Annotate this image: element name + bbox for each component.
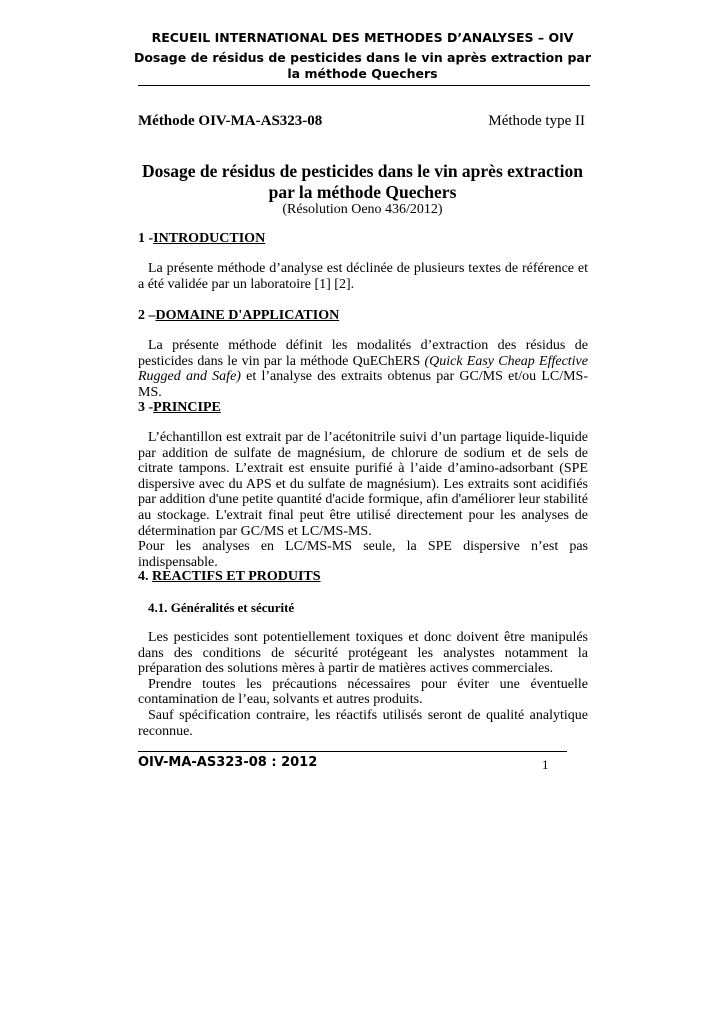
header-divider [138,85,590,86]
footer-document-code: OIV-MA-AS323-08 : 2012 [138,755,318,770]
paragraph-text [138,338,588,400]
principle-paragraph [138,430,588,570]
section-title: DOMAINE D'APPLICATION [155,308,340,323]
section-title: REACTIFS ET PRODUITS [152,569,321,584]
paragraph-text: Pour les analyses en LC/MS-MS seule, la SPE dispersive n’est pas indispensable. [138,539,588,570]
paragraph-text-part: et l’analyse des extraits obtenus par GC/MS et/ou LC/MS-MS. [138,369,588,400]
document-title-line2: par la méthode Quechers [268,182,457,202]
section-heading-principle [138,400,221,416]
section-number: 3 - [138,400,154,415]
running-header-subtitle-line1: Dosage de résidus de pesticides dans le vin après extraction par [133,50,592,65]
method-id: Méthode OIV-MA-AS323-08 [138,113,323,129]
introduction-paragraph [138,261,588,292]
method-type: Méthode type II [488,113,585,129]
paragraph-text: Les pesticides sont potentiellement toxiques et donc doivent être manipulés dans des conditions de sécurité protégeant les analystes notamment la préparation des solutions mères à partir de matières actives commerciales. [138,630,588,677]
section-number: 4. [138,569,152,584]
paragraph-text-part: La présente méthode définit les modalités d’extraction des résidus de pesticides dans le vin par la méthode QuEChERS [138,338,588,369]
section-number: 2 – [138,308,156,323]
reagents-paragraphs [138,630,588,739]
paragraph-text: La présente méthode d’analyse est déclinée de plusieurs textes de référence et a été validée par un laboratoire [1] [2]. [138,261,588,292]
section-number: 1 - [138,231,154,246]
section-title: INTRODUCTION [153,231,266,246]
document-title [120,161,605,203]
section-heading-reagents [138,569,321,585]
section-heading-scope [138,308,339,324]
footer-divider [138,751,567,752]
subsection-heading-general-safety: 4.1. Généralités et sécurité [148,600,295,615]
section-heading-introduction [138,231,265,247]
quechers-expansion: (Quick Easy Cheap Effective Rugged and Safe) [138,353,588,385]
running-header-title: RECUEIL INTERNATIONAL DES METHODES D’ANALYSES – OIV [151,30,574,45]
resolution-reference: (Résolution Oeno 436/2012) [282,202,443,217]
page-number: 1 [542,757,549,772]
document-title-line1: Dosage de résidus de pesticides dans le vin après extraction [142,161,583,181]
paragraph-text: L’échantillon est extrait par de l’acétonitrile suivi d’un partage liquide-liquide par addition de sulfate de magnésium, de chlorure de sodium et de sels de citrate tampons. L’extrait est ensuite purifié à l’aide d’amino-adsorbant (SPE dispersive avec du APS et du sulfate de magnésium). Les extraits sont acidifiés par addition d'une petite quantité d'acide formique, afin d'améliorer leur stabilité au stockage. L'extrait final peut être utilisé directement pour les analyses de détermination par GC/MS et LC/MS-MS. [138,430,588,539]
running-header-subtitle-line2: la méthode Quechers [287,66,438,81]
section-title: PRINCIPE [153,400,221,415]
running-header-subtitle [130,50,595,82]
paragraph-text: Prendre toutes les précautions nécessaires pour éviter une éventuelle contamination de l’eau, solvants et autres produits. [138,676,588,708]
paragraph-text: Sauf spécification contraire, les réactifs utilisés seront de qualité analytique reconnue. [138,707,588,739]
scope-paragraph [138,338,588,400]
